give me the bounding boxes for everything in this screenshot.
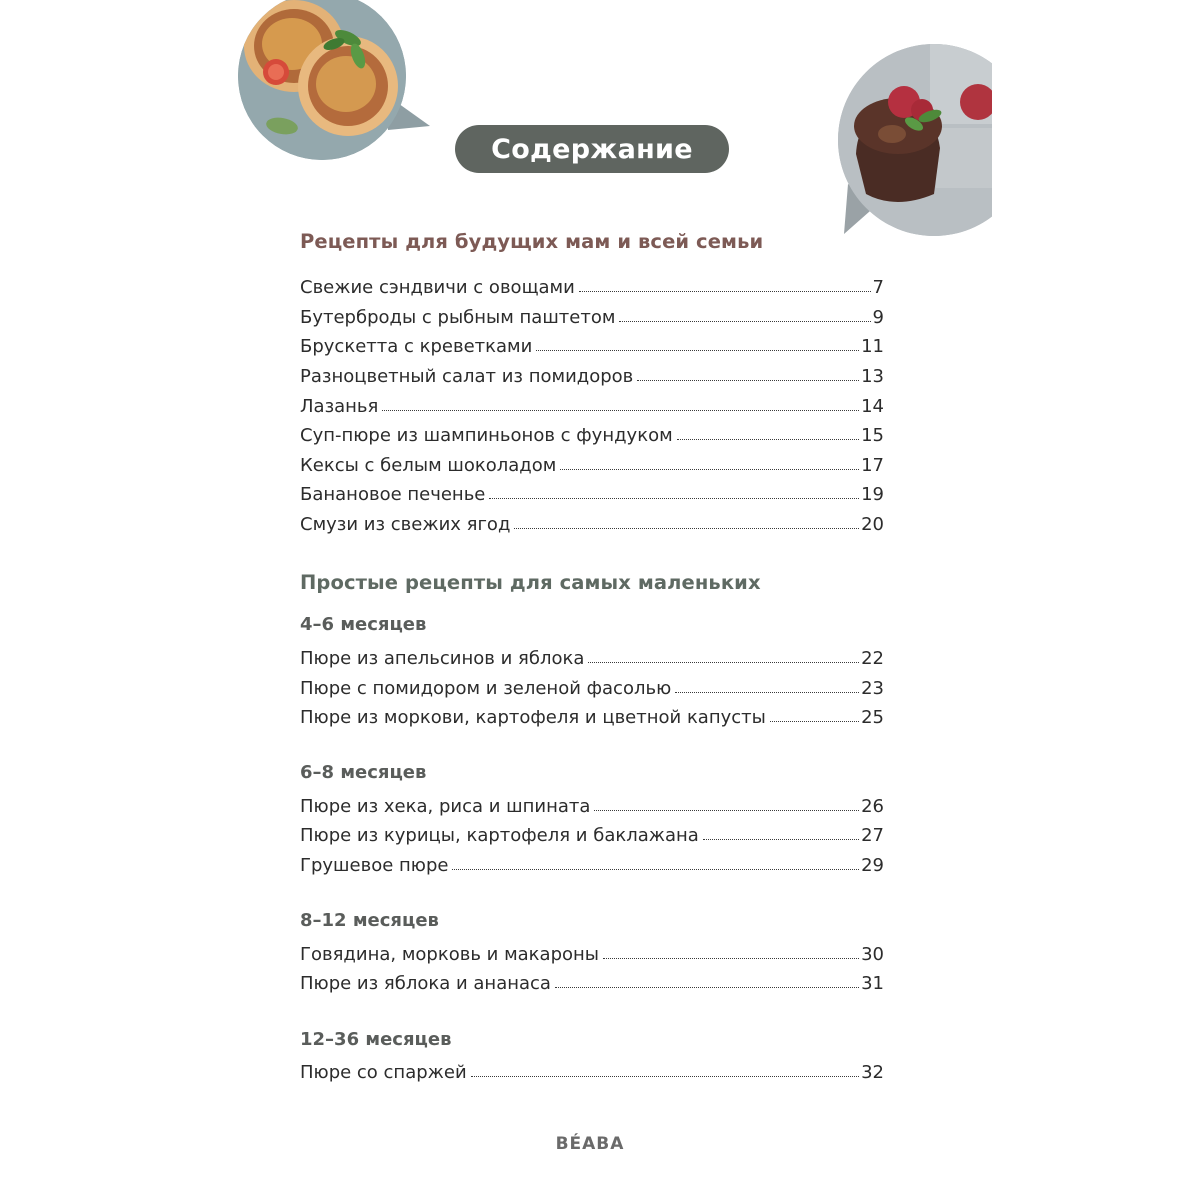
toc-entry-title: Суп-пюре из шампиньонов с фундуком (300, 425, 673, 446)
section-title-baby-recipes: Простые рецепты для самых маленьких (300, 571, 761, 594)
toc-entry-title: Пюре из курицы, картофеля и баклажана (300, 825, 699, 846)
toc-entry-title: Говядина, морковь и макароны (300, 944, 600, 965)
toc-entry-page: 26 (861, 796, 884, 817)
toc-entry-title: Пюре из яблока и ананаса (300, 973, 551, 994)
toc-entry-page: 32 (861, 1062, 884, 1083)
toc-entry-page: 9 (872, 307, 884, 328)
toc-entry-title: Брускетта с креветками (300, 336, 533, 357)
brand-logo: BÉABA (555, 1134, 625, 1154)
toc-entry[interactable] (300, 418, 884, 446)
section-title-family-recipes: Рецепты для будущих мам и всей семьи (300, 230, 764, 253)
toc-entry[interactable] (300, 389, 884, 417)
toc-entry[interactable] (300, 700, 884, 728)
dot-leader (489, 498, 859, 499)
dot-leader (703, 839, 859, 840)
toc-entry[interactable] (300, 270, 884, 298)
toc-entry-page: 29 (861, 855, 884, 876)
mini-pizza-photo (238, 0, 430, 162)
dot-leader (603, 958, 859, 959)
toc-entry-page: 11 (861, 336, 884, 357)
dot-leader (637, 380, 859, 381)
toc-entry-title: Разноцветный салат из помидоров (300, 366, 634, 387)
toc-entry-title: Бутерброды с рыбным паштетом (300, 307, 616, 328)
toc-entry[interactable] (300, 789, 884, 817)
toc-entry-page: 30 (861, 944, 884, 965)
dot-leader (560, 469, 859, 470)
dot-leader (588, 662, 859, 663)
toc-entry-page: 19 (861, 484, 884, 505)
dot-leader (579, 291, 871, 292)
dot-leader (677, 439, 859, 440)
toc-entry-title: Грушевое пюре (300, 855, 449, 876)
toc-entry-title: Пюре со спаржей (300, 1062, 467, 1083)
toc-entry-page: 13 (861, 366, 884, 387)
toc-entry[interactable] (300, 1055, 884, 1083)
toc-entry[interactable] (300, 937, 884, 965)
toc-entry[interactable] (300, 359, 884, 387)
toc-entry-title: Пюре из хека, риса и шпината (300, 796, 591, 817)
toc-entry-title: Кексы с белым шоколадом (300, 455, 557, 476)
toc-entry[interactable] (300, 848, 884, 876)
toc-entry-title: Банановое печенье (300, 484, 486, 505)
dot-leader (382, 410, 859, 411)
toc-entry-page: 22 (861, 648, 884, 669)
dot-leader (555, 987, 859, 988)
dot-leader (452, 869, 859, 870)
toc-entry-title: Лазанья (300, 396, 379, 417)
toc-entry-title: Пюре с помидором и зеленой фасолью (300, 678, 672, 699)
dot-leader (770, 721, 859, 722)
toc-entry[interactable] (300, 641, 884, 669)
dot-leader (536, 350, 859, 351)
page-title: Содержание (455, 125, 729, 173)
toc-entry[interactable] (300, 448, 884, 476)
toc-entry[interactable] (300, 507, 884, 535)
toc-entry-page: 25 (861, 707, 884, 728)
toc-entry-page: 14 (861, 396, 884, 417)
toc-entry-page: 7 (872, 277, 884, 298)
toc-entry-title: Смузи из свежих ягод (300, 514, 511, 535)
toc-entry-page: 23 (861, 678, 884, 699)
toc-entry[interactable] (300, 966, 884, 994)
dot-leader (471, 1076, 859, 1077)
dot-leader (619, 321, 870, 322)
dot-leader (594, 810, 859, 811)
toc-entry[interactable] (300, 477, 884, 505)
toc-entry-page: 27 (861, 825, 884, 846)
toc-entry[interactable] (300, 671, 884, 699)
age-group-title: 4–6 месяцев (300, 614, 427, 635)
age-group-title: 12–36 месяцев (300, 1029, 452, 1050)
age-group-title: 8–12 месяцев (300, 910, 439, 931)
toc-entry-page: 31 (861, 973, 884, 994)
toc-entry-title: Пюре из апельсинов и яблока (300, 648, 585, 669)
age-group-title: 6–8 месяцев (300, 762, 427, 783)
toc-entry[interactable] (300, 329, 884, 357)
toc-entry[interactable] (300, 818, 884, 846)
toc-entry-page: 20 (861, 514, 884, 535)
toc-entry-title: Пюре из моркови, картофеля и цветной капусты (300, 707, 766, 728)
dot-leader (675, 692, 859, 693)
dot-leader (514, 528, 859, 529)
chocolate-muffin-photo (838, 44, 992, 240)
toc-entry[interactable] (300, 300, 884, 328)
toc-entry-title: Свежие сэндвичи с овощами (300, 277, 575, 298)
toc-entry-page: 17 (861, 455, 884, 476)
toc-entry-page: 15 (861, 425, 884, 446)
